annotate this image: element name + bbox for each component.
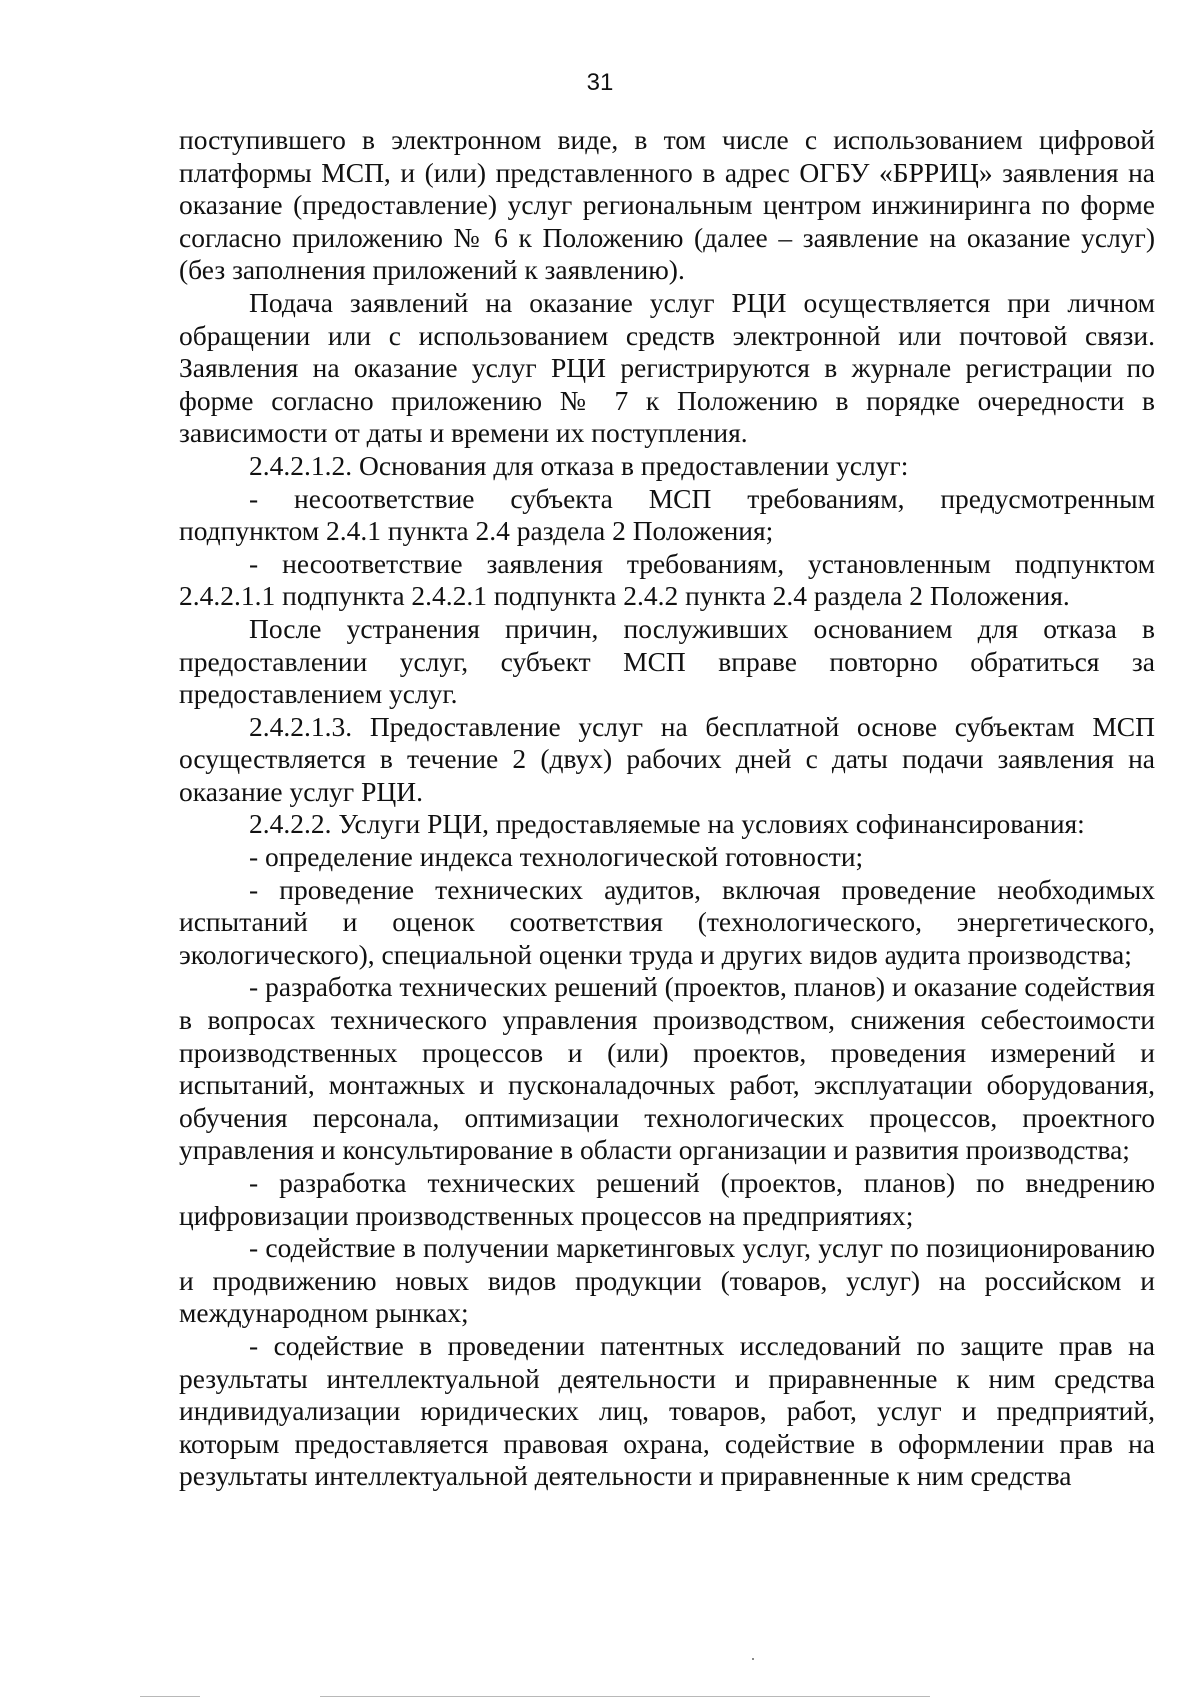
paragraph-refusal-grounds-heading: 2.4.2.1.2. Основания для отказа в предоставлении услуг:	[249, 449, 909, 481]
paragraph-cofinanced-services-heading: 2.4.2.2. Услуги РЦИ, предоставляемые на условиях софинансирования:	[249, 808, 1085, 840]
list-item-refusal-application: - несоответствие заявления требованиям, установленным подпунктом 2.4.2.1.1 подпункта 2.4.2.1 подпункта 2.4.2 пункта 2.4 раздела 2 Положения.	[179, 547, 1155, 612]
document-body	[179, 124, 1155, 1493]
paragraph-repeat-application: После устранения причин, послуживших основанием для отказа в предоставлении услуг, субъект МСП вправе повторно обратиться за предоставлением услуг.	[179, 612, 1155, 710]
list-item-technical-audits: - проведение технических аудитов, включая проведение необходимых испытаний и оценок соответствия (технологического, энергетического, экологического), специальной оценки труда и других видов аудита производства;	[179, 873, 1155, 970]
list-item-digitalization: - разработка технических решений (проектов, планов) по внедрению цифровизации производственных процессов на предприятиях;	[179, 1167, 1155, 1231]
paragraph-application-submission: Подача заявлений на оказание услуг РЦИ осуществляется при личном обращении или с использованием средств электронной или почтовой связи. Заявления на оказание услуг РЦИ регистрируются в журнале регистрации по форме согласно приложению № 7 к Положению в порядке очередности в зависимости от даты и времени их поступления.	[179, 286, 1155, 449]
paragraph-free-services-term: 2.4.2.1.3. Предоставление услуг на бесплатной основе субъектам МСП осуществляется в течение 2 (двух) рабочих дней с даты подачи заявления на оказание услуг РЦИ.	[179, 710, 1155, 807]
list-item-patent-research: - содействие в проведении патентных исследований по защите прав на результаты интеллектуальной деятельности и приравненные к ним средства индивидуализации юридических лиц, товаров, работ, услуг и предприятий, которым предоставляется правовая охрана, содействие в оформлении прав на результаты интеллектуальной деятельности и приравненные к ним средства	[179, 1329, 1155, 1492]
list-item-readiness-index: - определение индекса технологической готовности;	[249, 841, 864, 873]
scan-artifact-line	[140, 1696, 200, 1697]
list-item-technical-solutions: - разработка технических решений (проектов, планов) и оказание содействия в вопросах технического управления производством, снижения себестоимости производственных процессов и (или) проектов, проведения измерений и испытаний, монтажных и пусконаладочных работ, эксплуатации оборудования, обучения персонала, оптимизации технологических процессов, проектного управления и консультирование в области организации и развития производства;	[179, 971, 1155, 1166]
page-number: 31	[586, 69, 614, 96]
scan-artifact-line	[320, 1696, 930, 1697]
list-item-refusal-subject: - несоответствие субъекта МСП требованиям, предусмотренным подпунктом 2.4.1 пункта 2.4 раздела 2 Положения;	[179, 482, 1155, 547]
scan-speck	[752, 1658, 754, 1660]
paragraph-continuation: поступившего в электронном виде, в том числе с использованием цифровой платформы МСП, и (или) представленного в адрес ОГБУ «БРРИЦ» заявления на оказание (предоставление) услуг региональным центром инжиниринга по форме согласно приложению № 6 к Положению (далее – заявление на оказание услуг) (без заполнения приложений к заявлению).	[179, 124, 1155, 286]
list-item-marketing: - содействие в получении маркетинговых услуг, услуг по позиционированию и продвижению новых видов продукции (товаров, услуг) на российском и международном рынках;	[179, 1232, 1155, 1329]
